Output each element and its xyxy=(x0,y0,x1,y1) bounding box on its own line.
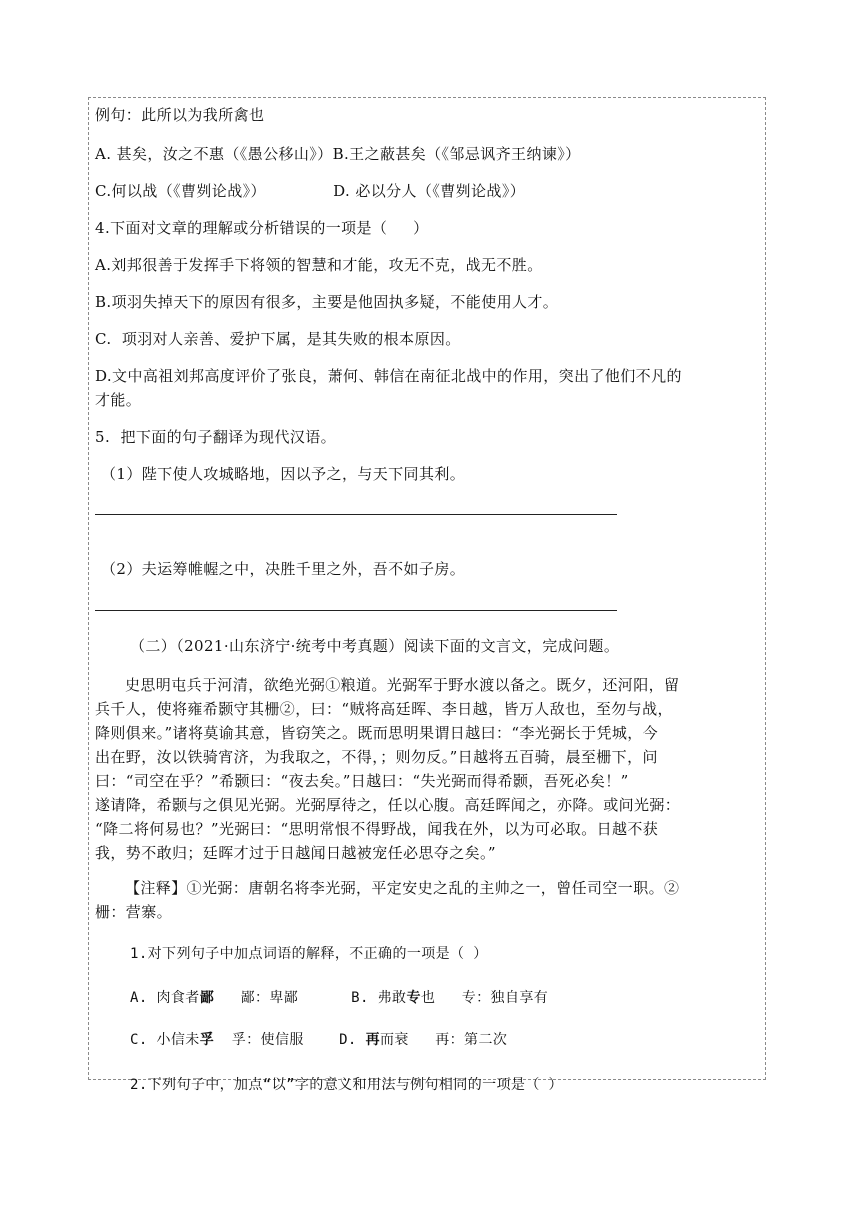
note-line: 栅：营寨。 xyxy=(95,903,173,921)
q3-options-ab: A. 甚矣，汝之不惠（《愚公移山》）B.王之蔽甚矣（《邹忌讽齐王纳谏》） xyxy=(95,145,581,163)
q1-a-word: 鄙 xyxy=(199,990,215,1006)
q4-option-c: C. 项羽对人亲善、爱护下属，是其失败的根本原因。 xyxy=(95,330,461,348)
q3-options-cd: C.何以战（《曹刿论战》） D. 必以分人（《曹刿论战》） xyxy=(95,182,526,200)
q5-sentence-2: （2）夫运筹帷幄之中，决胜千里之外，吾不如子房。 xyxy=(101,560,466,578)
q1-c-word: 孚 xyxy=(199,1032,215,1048)
q4-option-d-line1: D.文中高祖刘邦高度评价了张良，萧何、韩信在南征北战中的作用，突出了他们不凡的 xyxy=(95,367,682,385)
passage-line: 遂请降，希颢与之俱见光弼。光弼厚待之，任以心腹。高廷晖闻之，亦降。或问光弼： xyxy=(95,796,681,814)
q1-c-prefix: C. 小信未 xyxy=(130,1032,200,1048)
q4-option-d-line2: 才能。 xyxy=(95,391,142,409)
classical-passage xyxy=(95,661,757,865)
q1-c-rest: 孚：使信服 D. xyxy=(214,1032,366,1048)
passage-line: 出在野，汝以铁骑宵济，为我取之，不得，；则勿反。”日越将五百骑，晨至栅下，问 xyxy=(95,748,658,766)
answer-line-1 xyxy=(95,514,617,515)
q5-stem: 5. 把下面的句子翻译为现代汉语。 xyxy=(95,428,337,446)
q4-option-a: A.刘邦很善于发挥手下将领的智慧和才能，攻无不克，战无不胜。 xyxy=(95,256,543,274)
passage-line: 曰：“司空在乎？”希颢曰：“夜去矣。”日越曰：“失光弼而得希颢，吾死必矣！” xyxy=(95,772,629,790)
q1-a-prefix: A. 肉食者 xyxy=(130,990,200,1006)
passage-line: 兵千人，使将雍希颢守其栅②，曰：“贼将高廷晖、李日越，皆万人敌也，至勿与战， xyxy=(95,700,673,718)
q1-b-word: 专 xyxy=(406,990,421,1006)
section-heading: （二）（2021·山东济宁·统考中考真题）阅读下面的文言文，完成问题。 xyxy=(130,637,620,655)
q2-stem: 2.下列句子中，加点“以”字的意义和用法与例句相同的一项是（ ） xyxy=(130,1077,563,1093)
passage-line: 降则俱来。”诸将莫谕其意，皆窃笑之。既而思明果谓日越曰：“李光弼长于凭城，今 xyxy=(95,724,659,742)
q1-a-rest: 鄙：卑鄙 B. 弗敢 xyxy=(214,990,407,1006)
q4-stem: 4.下面对文章的理解或分析错误的一项是（ ） xyxy=(95,219,429,237)
passage-line: “降二将何易也？”光弼曰：“思明常恨不得野战，闻我在外，以为可必取。日越不获 xyxy=(95,820,659,838)
q1-stem: 1.对下列句子中加点词语的解释，不正确的一项是（ ） xyxy=(130,946,488,962)
q1-options-cd xyxy=(130,1030,507,1050)
q5-sentence-1: （1）陛下使人攻城略地，因以予之，与天下同其利。 xyxy=(101,465,466,483)
annotation-note xyxy=(95,876,757,924)
q1-d-rest: 而衰 再：第二次 xyxy=(379,1032,508,1048)
passage-line: 史思明屯兵于河清，欲绝光弼①粮道。光弼军于野水渡以备之。既夕，还河阳，留 xyxy=(125,676,680,694)
passage-line: 我，势不敢归；廷晖才过于日越闻日越被宠任必思夺之矣。” xyxy=(95,844,496,862)
content-frame xyxy=(88,97,766,1080)
q4-option-b: B.项羽失掉天下的原因有很多，主要是他固执多疑，不能使用人才。 xyxy=(95,293,559,311)
q1-options-ab xyxy=(130,988,548,1008)
note-line: 【注释】①光弼：唐朝名将李光弼，平定安史之乱的主帅之一，曾任司空一职。② xyxy=(125,879,680,897)
q1-b-rest: 也 专：独自享有 xyxy=(420,990,549,1006)
q1-d-word: 再 xyxy=(365,1032,380,1048)
answer-line-2 xyxy=(95,610,617,611)
example-sentence: 例句：此所以为我所禽也 xyxy=(95,106,265,124)
